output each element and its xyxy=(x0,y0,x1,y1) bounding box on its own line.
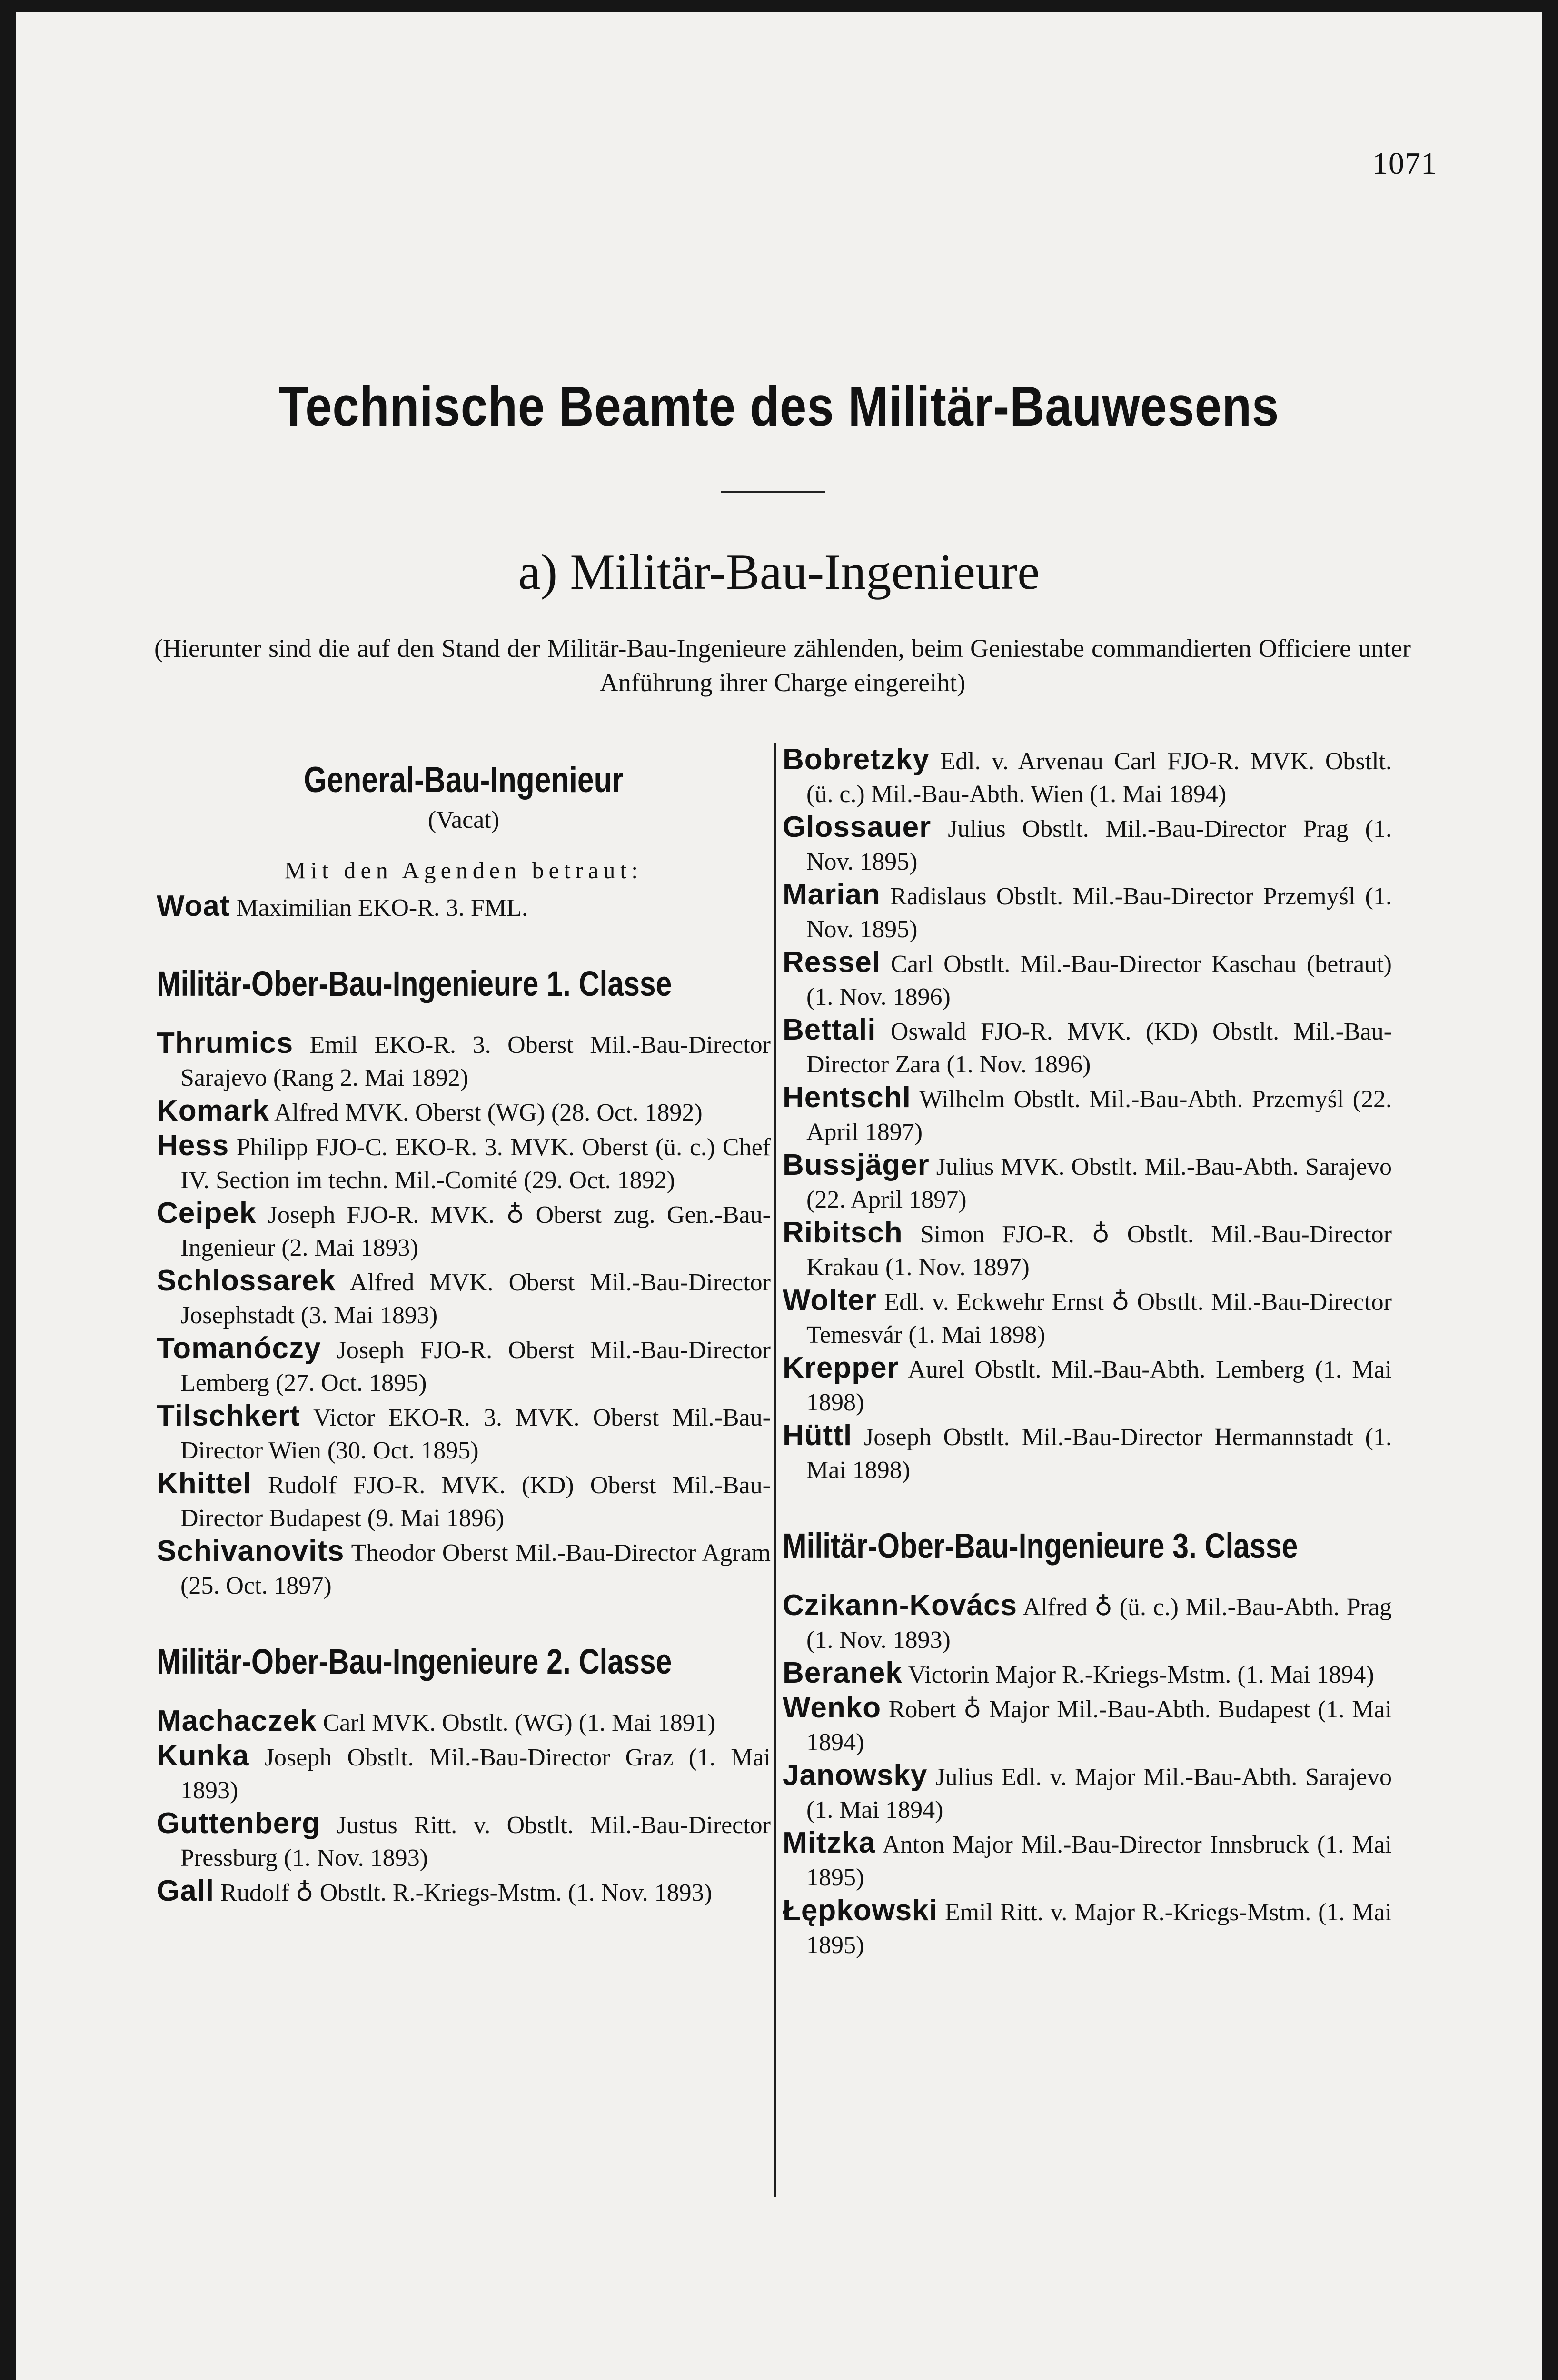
entry-surname: Ressel xyxy=(783,946,881,979)
entry-surname: Mitzka xyxy=(783,1826,876,1859)
entry-details: Theodor Oberst Mil.-Bau-Director Agram (25. Oct. 1897) xyxy=(180,1539,771,1599)
list-item xyxy=(157,1705,771,1739)
list-item xyxy=(783,1589,1392,1656)
list-item xyxy=(783,946,1392,1013)
entry-surname: Bussjäger xyxy=(783,1149,930,1181)
entry-details: Julius Obstlt. Mil.-Bau-Director Prag (1. Nov. 1895) xyxy=(806,815,1392,875)
list-item xyxy=(157,1197,771,1264)
entry-details: Radislaus Obstlt. Mil.-Bau-Director Przemyśl (1. Nov. 1895) xyxy=(806,883,1392,943)
entry-surname: Khittel xyxy=(157,1467,252,1500)
entry-surname: Ribitsch xyxy=(783,1216,903,1249)
entry-details: Victorin Major R.-Kriegs-Mstm. (1. Mai 1894) xyxy=(902,1661,1374,1688)
entry-surname: Czikann-Kovács xyxy=(783,1589,1017,1622)
entry-details: Wilhelm Obstlt. Mil.-Bau-Abth. Przemyśl (22. April 1897) xyxy=(806,1086,1392,1146)
entry-surname: Ceipek xyxy=(157,1197,257,1230)
page-number: 1071 xyxy=(1372,146,1437,181)
page-title: Technische Beamte des Militär-Bauwesens xyxy=(278,375,1280,438)
entry-surname: Janowsky xyxy=(783,1759,928,1792)
entry-details: Anton Major Mil.-Bau-Director Innsbruck (1. Mai 1895) xyxy=(806,1831,1392,1891)
section-heading: a) Militär-Bau-Ingenieure xyxy=(518,544,1040,600)
entry-surname: Schlossarek xyxy=(157,1264,336,1297)
class-2-heading: Militär-Ober-Bau-Ingenieure 2. Classe xyxy=(157,1642,672,1681)
general-heading: General-Bau-Ingenieur xyxy=(304,760,624,800)
list-item xyxy=(783,1691,1392,1759)
entry-surname: Tilschkert xyxy=(157,1399,300,1432)
entry-surname: Łępkowski xyxy=(783,1894,938,1927)
list-item xyxy=(783,1351,1392,1419)
list-item xyxy=(157,1807,771,1874)
list-item xyxy=(783,1216,1392,1284)
entry-details: Justus Ritt. v. Obstlt. Mil.-Bau-Director Pressburg (1. Nov. 1893) xyxy=(180,1812,771,1872)
list-item xyxy=(157,1264,771,1332)
entry-surname: Bettali xyxy=(783,1013,876,1046)
list-item xyxy=(157,1332,771,1399)
entry-details: Joseph Obstlt. Mil.-Bau-Director Graz (1. Mai 1893) xyxy=(180,1744,771,1804)
list-item xyxy=(783,1894,1392,1962)
list-item xyxy=(783,1759,1392,1826)
entry-surname: Glossauer xyxy=(783,811,932,843)
entry-surname: Krepper xyxy=(783,1351,899,1384)
list-item xyxy=(157,1399,771,1467)
entry-surname: Wenko xyxy=(783,1691,882,1724)
entry-details: Julius MVK. Obstlt. Mil.-Bau-Abth. Sarajevo (22. April 1897) xyxy=(806,1153,1392,1213)
list-item xyxy=(783,1081,1392,1149)
entry-details: Simon FJO-R. ♁ Obstlt. Mil.-Bau-Director Krakau (1. Nov. 1897) xyxy=(806,1221,1392,1281)
list-item xyxy=(783,811,1392,878)
list-item xyxy=(157,1027,771,1094)
list-item xyxy=(783,1656,1392,1691)
entry-details: Rudolf ♁ Obstlt. R.-Kriegs-Mstm. (1. Nov. 1893) xyxy=(214,1879,712,1906)
class-3-heading: Militär-Ober-Bau-Ingenieure 3. Classe xyxy=(783,1526,1298,1566)
entry-details: Aurel Obstlt. Mil.-Bau-Abth. Lemberg (1. Mai 1898) xyxy=(806,1356,1392,1416)
entry-surname: Wolter xyxy=(783,1284,877,1317)
class-1-heading: Militär-Ober-Bau-Ingenieure 1. Classe xyxy=(157,964,672,1003)
list-item xyxy=(157,1739,771,1807)
list-item xyxy=(783,743,1392,811)
intro-note: (Hierunter sind die auf den Stand der Militär-Bau-Ingenieure zählenden, beim Geniestabe commandierten Officiere unter Anführung ihrer Charge eingereiht) xyxy=(154,634,1411,697)
list-item xyxy=(157,1467,771,1535)
entry-details: Joseph Obstlt. Mil.-Bau-Director Hermannstadt (1. Mai 1898) xyxy=(806,1424,1392,1484)
entry-surname: Beranek xyxy=(783,1656,903,1689)
column-divider xyxy=(774,743,776,2197)
list-item xyxy=(783,1826,1392,1894)
left-column xyxy=(157,743,771,1909)
list-item xyxy=(783,1149,1392,1216)
entry-details: Carl Obstlt. Mil.-Bau-Director Kaschau (betraut) (1. Nov. 1896) xyxy=(806,951,1392,1011)
title-divider xyxy=(721,491,825,493)
list-item xyxy=(157,1535,771,1602)
entry-surname: Woat xyxy=(157,890,230,922)
list-item xyxy=(157,1129,771,1197)
entry-details: Alfred ♁ (ü. c.) Mil.-Bau-Abth. Prag (1. Nov. 1893) xyxy=(806,1594,1392,1654)
entry-surname: Hüttl xyxy=(783,1419,853,1452)
entry-details: Victor EKO-R. 3. MVK. Oberst Mil.-Bau-Director Wien (30. Oct. 1895) xyxy=(180,1404,771,1464)
document-page xyxy=(16,12,1542,2380)
entry-surname: Komark xyxy=(157,1094,269,1127)
entry-details: Philipp FJO-C. EKO-R. 3. MVK. Oberst (ü. c.) Chef IV. Section im techn. Mil.-Comité (29. Oct. 1892) xyxy=(180,1134,771,1194)
agenden-note: Mit den Agenden betraut: xyxy=(284,857,643,883)
entry-surname: Bobretzky xyxy=(783,743,930,776)
vacat-note: (Vacat) xyxy=(427,806,500,833)
entry-surname: Thrumics xyxy=(157,1027,294,1060)
list-item xyxy=(783,878,1392,946)
entry-details: Alfred MVK. Oberst Mil.-Bau-Director Josephstadt (3. Mai 1893) xyxy=(180,1269,771,1329)
entry-surname: Guttenberg xyxy=(157,1807,321,1840)
entry-details: Emil Ritt. v. Major R.-Kriegs-Mstm. (1. Mai 1895) xyxy=(806,1899,1392,1959)
entry-details: Robert ♁ Major Mil.-Bau-Abth. Budapest (1. Mai 1894) xyxy=(806,1696,1392,1756)
list-item xyxy=(783,1284,1392,1351)
entry-details: Joseph FJO-R. MVK. ♁ Oberst zug. Gen.-Bau-Ingenieur (2. Mai 1893) xyxy=(180,1201,771,1261)
entry-details: Oswald FJO-R. MVK. (KD) Obstlt. Mil.-Bau-Director Zara (1. Nov. 1896) xyxy=(806,1018,1392,1078)
entry-details: Alfred MVK. Oberst (WG) (28. Oct. 1892) xyxy=(269,1099,703,1126)
entry-details: Emil EKO-R. 3. Oberst Mil.-Bau-Director Sarajevo (Rang 2. Mai 1892) xyxy=(180,1031,771,1091)
entry-surname: Tomanóczy xyxy=(157,1332,321,1365)
entry-surname: Machaczek xyxy=(157,1705,317,1737)
entry-details: Rudolf FJO-R. MVK. (KD) Oberst Mil.-Bau-Director Budapest (9. Mai 1896) xyxy=(180,1472,771,1532)
entry-surname: Schivanovits xyxy=(157,1535,345,1567)
entry-woat xyxy=(157,890,771,924)
right-column xyxy=(783,743,1392,1962)
list-item xyxy=(783,1013,1392,1081)
entry-surname: Hess xyxy=(157,1129,229,1162)
entry-details: Carl MVK. Obstlt. (WG) (1. Mai 1891) xyxy=(317,1709,716,1736)
entry-details: Maximilian EKO-R. 3. FML. xyxy=(230,894,528,922)
list-item xyxy=(157,1094,771,1129)
entry-details: Edl. v. Eckwehr Ernst ♁ Obstlt. Mil.-Bau-Director Temesvár (1. Mai 1898) xyxy=(806,1289,1392,1349)
entry-surname: Kunka xyxy=(157,1739,249,1772)
entry-surname: Hentschl xyxy=(783,1081,911,1114)
entry-details: Edl. v. Arvenau Carl FJO-R. MVK. Obstlt. (ü. c.) Mil.-Bau-Abth. Wien (1. Mai 1894) xyxy=(806,748,1392,808)
entry-details: Joseph FJO-R. Oberst Mil.-Bau-Director Lemberg (27. Oct. 1895) xyxy=(180,1337,771,1397)
list-item xyxy=(783,1419,1392,1487)
list-item xyxy=(157,1874,771,1909)
entry-surname: Marian xyxy=(783,878,881,911)
entry-details: Julius Edl. v. Major Mil.-Bau-Abth. Sarajevo (1. Mai 1894) xyxy=(806,1764,1392,1824)
entry-surname: Gall xyxy=(157,1874,215,1907)
